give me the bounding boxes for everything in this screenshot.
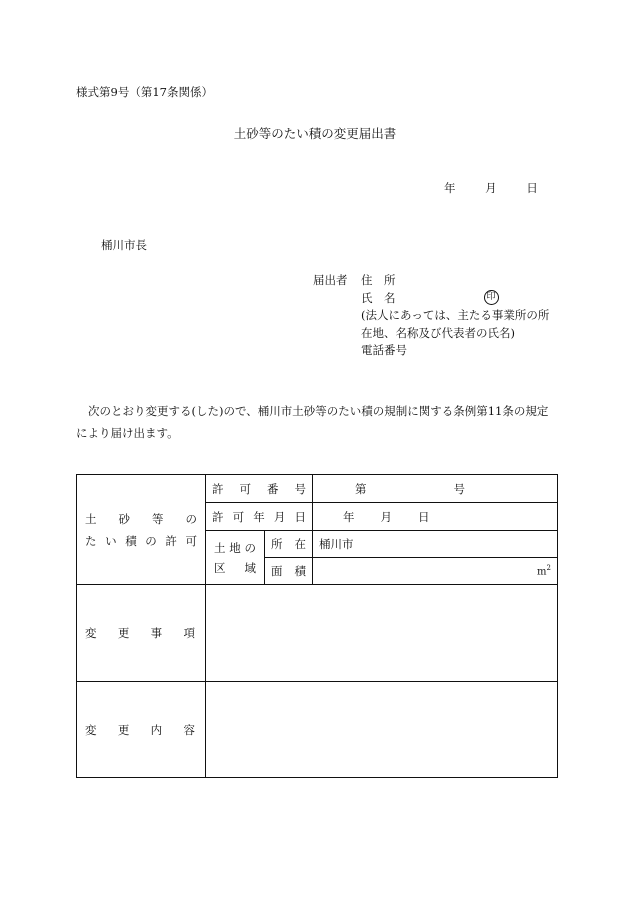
permit-month: 月: [380, 509, 392, 524]
permit-number-suffix: 号: [453, 481, 465, 496]
document-title: 土砂等のたい積の変更届出書: [233, 126, 397, 141]
change-items-label: 変 更 事 項: [77, 585, 206, 682]
area-value[interactable]: [313, 558, 558, 585]
location-label: 所 在: [265, 531, 313, 558]
name-label: 氏 名: [361, 290, 396, 305]
permit-date-label: 許 可 年 月 日: [206, 503, 313, 531]
location-value[interactable]: 桶川市: [313, 531, 558, 558]
area-label: 面 積: [265, 558, 313, 585]
corporate-note-line1: (法人にあっては、主たる事業所の所: [361, 308, 550, 322]
permit-section-label: [77, 475, 206, 585]
change-content-label: 変 更 内 容: [77, 682, 206, 778]
addressee: 桶川市長: [101, 238, 147, 252]
change-items-value[interactable]: [206, 585, 558, 682]
permit-number-prefix: 第: [355, 481, 367, 496]
corporate-note-line2: 在地、名称及び代表者の氏名): [361, 325, 515, 340]
declaration-text: 次のとおり変更する(した)ので、桶川市土砂等のたい積の規制に関する条例第11条の規定により届け出ます。: [76, 404, 549, 440]
form-number: 様式第9号（第17条関係）: [76, 85, 213, 99]
permit-date-value[interactable]: [313, 503, 558, 531]
permit-number-value[interactable]: [313, 475, 558, 503]
date-day: 日: [526, 181, 538, 195]
address-label: 住 所: [361, 273, 396, 287]
permit-day: 日: [418, 509, 430, 524]
land-area-label: 土 地 の 区 域: [206, 531, 265, 585]
permit-year: 年: [343, 509, 355, 524]
applicant-label: 届出者: [313, 273, 348, 287]
submission-date: [444, 180, 538, 196]
area-unit: $m^2$: [537, 564, 551, 578]
applicant-block: [313, 272, 549, 360]
change-content-value[interactable]: [206, 682, 558, 778]
date-year: 年: [444, 181, 456, 195]
application-table: [76, 474, 558, 778]
permit-section-line2: た い 積 の 許 可: [85, 533, 197, 548]
phone-label: 電話番号: [361, 343, 407, 357]
date-month: 月: [485, 181, 497, 195]
permit-section-line1: 土 砂 等 の: [85, 511, 197, 526]
seal-mark: 印: [484, 290, 499, 305]
permit-number-label: 許 可 番 号: [206, 475, 313, 503]
